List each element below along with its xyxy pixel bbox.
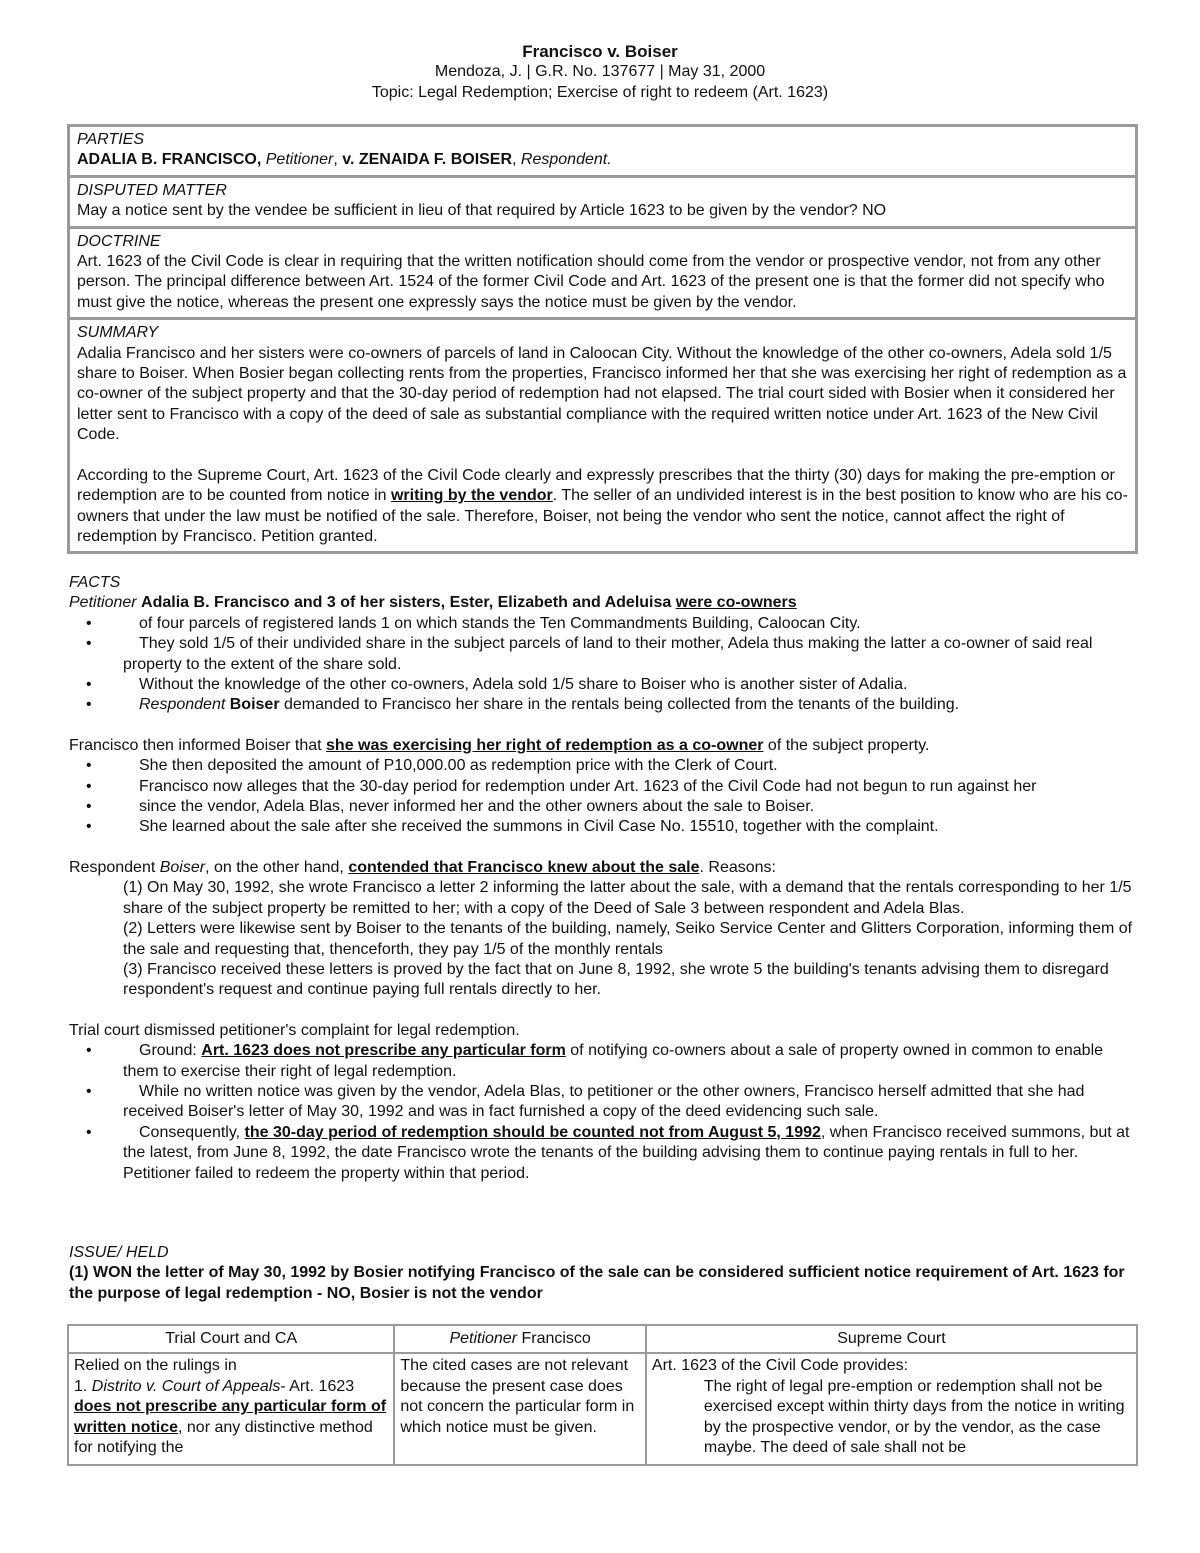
doctrine-cell <box>70 229 1135 321</box>
bullet-icon: • <box>86 818 92 836</box>
reasons-list <box>69 878 1139 1000</box>
facts-bullets-3 <box>69 1041 1139 1184</box>
facts-paragraph-4: Trial court dismissed petitioner's complaint for legal redemption. <box>69 1021 520 1039</box>
parties-label: PARTIES <box>77 131 144 148</box>
list-item: (2) Letters were likewise sent by Boiser to the tenants of the building, namely, Seiko Service Center and Glitters Corporation, informing them of the sale and requesting that, thenceforth, they pay 1/5 of the monthly rentals <box>123 920 1133 958</box>
column-header-trial-court: Trial Court and CA <box>68 1325 394 1353</box>
bullet-icon: • <box>86 1123 92 1141</box>
doctrine-text: Art. 1623 of the Civil Code is clear in requiring that the written notification should come from the vendor or prospective vendor, not from any other person. The principal difference between Art. 1524 of the former Civil Code and Art. 1623 of the present one is that the former did not specify who must give the notice, whereas the present one expressly says the notice must be given by the vendor. <box>77 253 1105 311</box>
case-header <box>0 42 1200 103</box>
bullet-icon: • <box>86 696 92 714</box>
versus-respondent: v. ZENAIDA F. BOISER <box>342 151 513 169</box>
facts-bullets-2 <box>69 756 1139 838</box>
facts-paragraph-2: Francisco then informed Boiser that she was exercising her right of redemption as a co-owner of the subject property. <box>69 736 930 754</box>
supreme-court-cell: Art. 1623 of the Civil Code provides: The right of legal pre-emption or redemption shall not be exercised except within thirty days from the notice in writing by the prospective vendor, or by the vendor, as the case maybe. The deed of sale shall not be <box>646 1353 1137 1465</box>
summary-emphasis: writing by the vendor <box>390 487 553 505</box>
bullet-icon: • <box>86 798 92 816</box>
list-item: • They sold 1/5 of their undivided share in the subject parcels of land to their mother, Adela thus making the latter a co-owner of said real property to the extent of the share sold. <box>86 635 1093 673</box>
list-item: • Consequently, the 30-day period of redemption should be counted not from August 5, 1992, when Francisco received summons, but at the latest, from June 8, 1992, the date Francisco wrote the tenants of the building advising them to continue paying rentals in full to her. Petitioner failed to redeem the property within that period. <box>86 1123 1130 1182</box>
bullet-icon: • <box>86 1082 92 1100</box>
facts-section <box>69 573 1139 1184</box>
list-item: • Respondent Boiser demanded to Francisco her share in the rentals being collected from the tenants of the building. <box>69 695 1139 715</box>
bullet-icon: • <box>86 757 92 775</box>
disputed-matter-cell <box>70 178 1135 229</box>
parties-line: ADALIA B. FRANCISCO, Petitioner, v. ZENAIDA F. BOISER, Respondent. <box>77 151 612 169</box>
table-header-row <box>68 1325 1137 1353</box>
list-item: • of four parcels of registered lands 1 on which stands the Ten Commandments Building, Caloocan City. <box>69 614 1139 634</box>
bullet-icon: • <box>86 676 92 694</box>
issue-section <box>69 1243 1139 1304</box>
facts-bullets-1 <box>69 614 1139 716</box>
summary-cell <box>70 320 1135 551</box>
facts-intro: Petitioner Adalia B. Francisco and 3 of her sisters, Ester, Elizabeth and Adeluisa were co-owners <box>69 594 797 612</box>
bullet-icon: • <box>86 635 92 653</box>
petitioner-role: Petitioner <box>265 151 334 169</box>
doctrine-label: DOCTRINE <box>77 232 161 250</box>
list-item: • Francisco now alleges that the 30-day period for redemption under Art. 1623 of the Civil Code had not begun to run against her <box>69 777 1139 797</box>
bullet-icon: • <box>86 777 92 795</box>
case-citation: Mendoza, J. | G.R. No. 137677 | May 31, 2000 <box>434 63 766 81</box>
case-title: Francisco v. Boiser <box>522 42 678 61</box>
facts-label: FACTS <box>69 574 121 591</box>
comparison-table <box>67 1324 1138 1466</box>
summary-paragraph-1: Adalia Francisco and her sisters were co-owners of parcels of land in Caloocan City. Without the knowledge of the other co-owners, Adela sold 1/5 share to Boiser. When Bosier began collecting rents from the properties, Francisco informed her that she was exercising her right of redemption as a co-owner of the subject property and that the 30-day period of redemption had not elapsed. The trial court sided with Bosier when it considered her letter sent to Francisco with a copy of the deed of sale as substantial compliance with the required written notice under Art. 1623 of the New Civil Code. <box>77 344 1127 444</box>
column-header-petitioner: Petitioner Francisco <box>394 1325 646 1353</box>
list-item: (3) Francisco received these letters is proved by the fact that on June 8, 1992, she wrote 5 the building's tenants advising them to disregard respondent's request and continue paying full rentals directly to her. <box>123 960 1109 999</box>
disputed-matter-label: DISPUTED MATTER <box>77 181 227 199</box>
issue-label: ISSUE/ HELD <box>69 1244 169 1261</box>
bullet-icon: • <box>86 614 92 632</box>
list-item: • since the vendor, Adela Blas, never informed her and the other owners about the sale to Boiser. <box>69 797 1139 817</box>
trial-court-cell: Relied on the rulings in 1. Distrito v. Court of Appeals- Art. 1623 does not prescribe any particular form of written notice, nor any distinctive method for notifying the <box>68 1353 394 1465</box>
petitioner-name: ADALIA B. FRANCISCO, <box>77 151 262 169</box>
column-header-supreme-court: Supreme Court <box>646 1325 1137 1353</box>
summary-paragraph-2: According to the Supreme Court, Art. 1623 of the Civil Code clearly and expressly prescribes that the thirty (30) days for making the pre-emption or redemption are to be counted from notice in writing by the vendor. The seller of an undivided interest is in the best position to know who are his co-owners that under the law must be notified of the sale. Therefore, Boiser, not being the vendor who sent the notice, cannot affect the right of redemption by Francisco. Petition granted. <box>77 466 1128 545</box>
parties-cell <box>70 127 1135 178</box>
issue-question: (1) WON the letter of May 30, 1992 by Bosier notifying Francisco of the sale can be considered sufficient notice requirement of Art. 1623 for the purpose of legal redemption - NO, Bosier is not the vendor <box>69 1264 1125 1302</box>
list-item: • She then deposited the amount of P10,000.00 as redemption price with the Clerk of Court. <box>69 756 1139 776</box>
petitioner-cell: The cited cases are not relevant because the present case does not concern the particular form in which notice must be given. <box>394 1353 646 1465</box>
respondent-role: Respondent. <box>520 151 612 169</box>
case-topic: Topic: Legal Redemption; Exercise of right to redeem (Art. 1623) <box>371 83 829 101</box>
list-item: • Ground: Art. 1623 does not prescribe any particular form of notifying co-owners about a sale of property owned in common to enable them to exercise their right of legal redemption. <box>86 1042 1104 1080</box>
list-item: (1) On May 30, 1992, she wrote Francisco a letter 2 informing the latter about the sale, with a demand that the rentals corresponding to her 1/5 share of the subject property be remitted to her; with a copy of the Deed of Sale 3 between respondent and Adela Blas. <box>123 879 1132 917</box>
facts-paragraph-3: Respondent Boiser, on the other hand, contended that Francisco knew about the sale. Reasons: <box>69 858 776 876</box>
summary-label: SUMMARY <box>77 324 159 342</box>
digest-box <box>67 124 1138 554</box>
disputed-matter-text: May a notice sent by the vendee be sufficient in lieu of that required by Article 1623 to be given by the vendor? NO <box>77 202 887 220</box>
bullet-icon: • <box>86 1042 92 1060</box>
list-item: • She learned about the sale after she received the summons in Civil Case No. 15510, together with the complaint. <box>69 817 1139 837</box>
table-row <box>68 1353 1137 1465</box>
list-item: • While no written notice was given by the vendor, Adela Blas, to petitioner or the other owners, Francisco herself admitted that she had received Boiser's letter of May 30, 1992 and was in fact furnished a copy of the deed evidencing such sale. <box>86 1082 1085 1121</box>
list-item: • Without the knowledge of the other co-owners, Adela sold 1/5 share to Boiser who is another sister of Adalia. <box>69 675 1139 695</box>
